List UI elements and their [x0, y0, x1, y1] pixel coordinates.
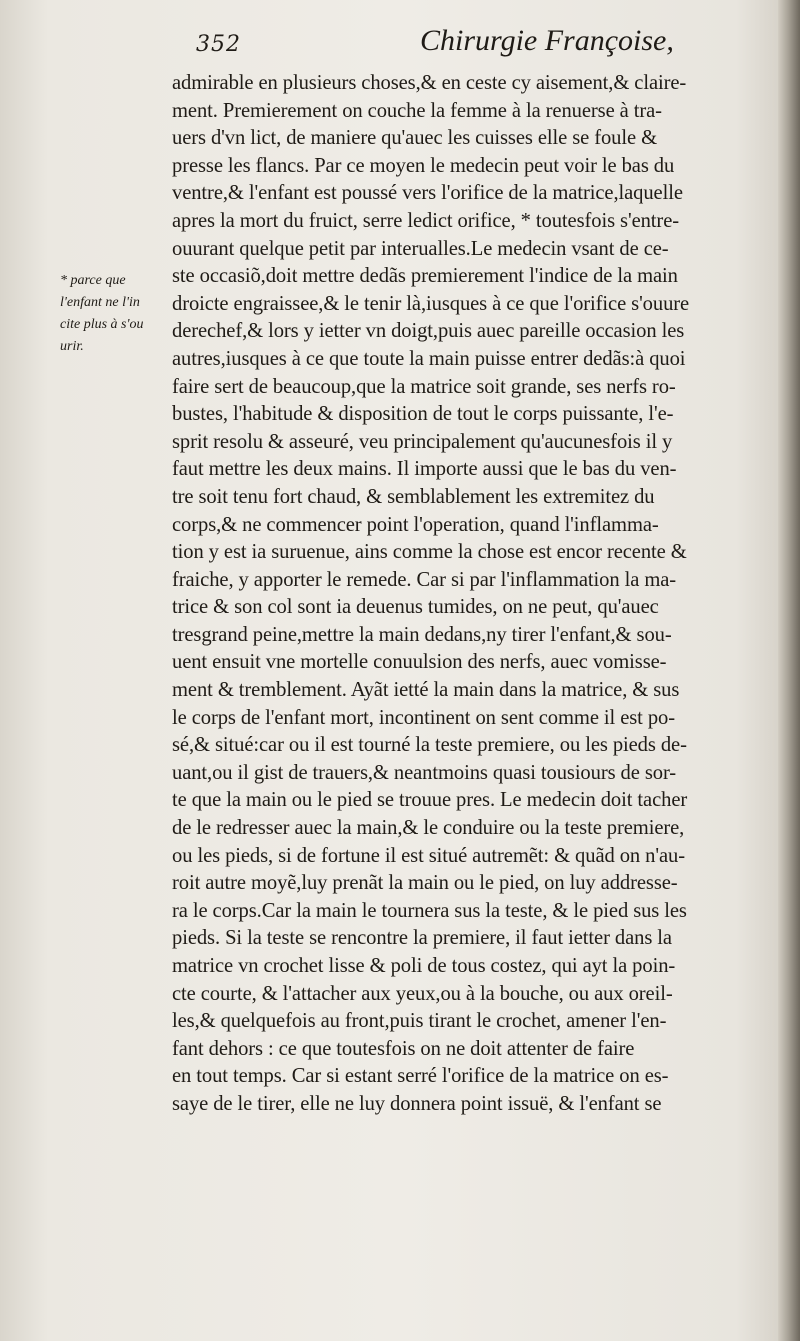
text-line: admirable en plusieurs choses,& en ceste cy aisement,& claire- [172, 72, 687, 94]
text-line: saye de le tirer, elle ne luy donnera point issuë, & l'enfant se [172, 1092, 662, 1115]
text-line: presse les flancs. Par ce moyen le medecin peut voir le bas du [172, 154, 675, 177]
margin-note-line: l'enfant ne l'in [60, 295, 140, 310]
text-line: uant,ou il gist de trauers,& neantmoins quasi tousiours de sor- [172, 761, 677, 784]
text-line: les,& quelquefois au front,puis tirant le crochet, amener l'en- [172, 1010, 667, 1033]
text-line: ouurant quelque petit par interualles.Le medecin vsant de ce- [172, 237, 669, 260]
text-line: le corps de l'enfant mort, incontinent on sent comme il est po- [172, 706, 675, 729]
text-line: de le redresser auec la main,& le conduire ou la teste premiere, [172, 817, 685, 840]
text-line: faire sert de beaucoup,que la matrice soit grande, ses nerfs ro- [172, 375, 676, 398]
text-line: bustes, l'habitude & disposition de tout le corps puissante, l'e- [172, 403, 674, 426]
text-line: fant dehors : ce que toutesfois on ne doit attenter de faire [172, 1037, 635, 1060]
text-line: ment. Premierement on couche la femme à la renuerse à tra- [172, 99, 662, 122]
text-line: tion y est ia suruenue, ains comme la chose est encor recente & [172, 541, 687, 564]
text-line: uent ensuit vne mortelle conuulsion des nerfs, auec vomisse- [172, 651, 667, 674]
text-line: ra le corps.Car la main le tournera sus la teste, & le pied sus les [172, 899, 687, 922]
text-line: faut mettre les deux mains. Il importe aussi que le bas du ven- [172, 458, 677, 481]
text-line: tre soit tenu fort chaud, & semblablement les extremitez du [172, 485, 655, 508]
text-line: sprit resolu & asseuré, veu principalement qu'aucunesfois il y [172, 430, 673, 453]
margin-note-line: * parce que [60, 273, 126, 288]
text-line: apres la mort du fruict, serre ledict orifice, * toutesfois s'entre- [172, 209, 679, 232]
running-title: Chirurgie Françoise, [420, 24, 674, 57]
text-line: autres,iusques à ce que toute la main puisse entrer dedãs:à quoi [172, 347, 686, 370]
text-line: trice & son col sont ia deuenus tumides, on ne peut, qu'auec [172, 596, 659, 619]
body-text [172, 70, 794, 1119]
text-line: corps,& ne commencer point l'operation, quand l'inflamma- [172, 513, 659, 536]
text-line: matrice vn crochet lisse & poli de tous costez, qui ayt la poin- [172, 955, 676, 977]
text-line: roit autre moyẽ,luy prenãt la main ou le pied, on luy addresse- [172, 872, 678, 895]
text-line: uers d'vn lict, de maniere qu'auec les cuisses elle se foule & [172, 127, 658, 150]
text-line: pieds. Si la teste se rencontre la premiere, il faut ietter dans la [172, 927, 672, 950]
text-line: en tout temps. Car si estant serré l'orifice de la matrice on es- [172, 1065, 669, 1088]
text-line: fraiche, y apporter le remede. Car si par l'inflammation la ma- [172, 568, 677, 591]
text-line: ventre,& l'enfant est poussé vers l'orifice de la matrice,laquelle [172, 182, 683, 205]
text-line: ou les pieds, si de fortune il est situé autremẽt: & quãd on n'au- [172, 844, 685, 867]
text-line: ste occasiõ,doit mettre dedãs premierement l'indice de la main [172, 265, 678, 288]
margin-note-line: cite plus à s'ou [60, 317, 144, 332]
text-line: te que la main ou le pied se trouue pres. Le medecin doit tacher [172, 789, 688, 812]
text-line: cte courte, & l'attacher aux yeux,ou à la bouche, ou aux oreil- [172, 982, 673, 1005]
margin-note [60, 270, 172, 358]
margin-note-line: urir. [60, 339, 84, 354]
text-line: ment & tremblement. Ayãt ietté la main dans la matrice, & sus [172, 679, 680, 702]
text-line: droicte engraissee,& le tenir là,iusques à ce que l'orifice s'ouure [172, 292, 690, 315]
text-line: derechef,& lors y ietter vn doigt,puis auec pareille occasion les [172, 320, 685, 343]
text-line: tresgrand peine,mettre la main dedans,ny tirer l'enfant,& sou- [172, 623, 672, 646]
page-number: 352 [196, 32, 241, 57]
text-line: sé,& situé:car ou il est tourné la teste premiere, ou les pieds de- [172, 734, 687, 757]
